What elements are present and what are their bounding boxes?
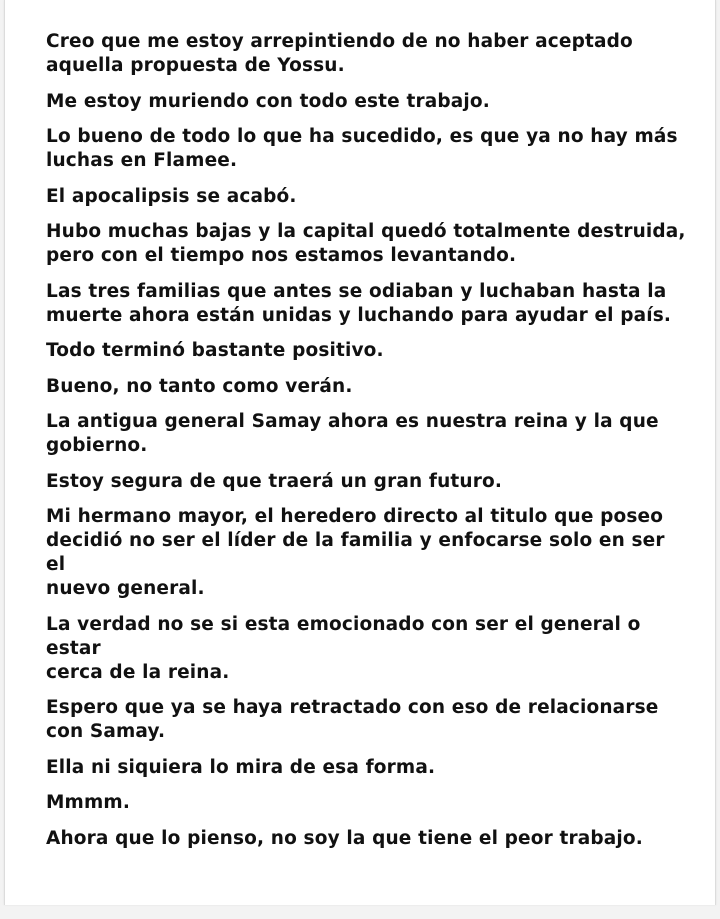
paragraph: Lo bueno de todo lo que ha sucedido, es que ya no hay más luchas en Flamee. [46, 126, 678, 171]
document-body [46, 30, 686, 862]
paragraph: Ahora que lo pienso, no soy la que tiene el peor trabajo. [46, 827, 643, 849]
paragraph: Bueno, no tanto como verán. [46, 375, 353, 397]
paragraph: El apocalipsis se acabó. [46, 185, 297, 207]
paragraph: Me estoy muriendo con todo este trabajo. [46, 90, 490, 112]
paragraph: Creo que me estoy arrepintiendo de no haber aceptado aquella propuesta de Yossu. [46, 31, 633, 76]
paragraph: Todo terminó bastante positivo. [46, 340, 384, 361]
paragraph: Ella ni siquiera lo mira de esa forma. [46, 756, 436, 778]
paragraph: Las tres familias que antes se odiaban y luchaban hasta la muerte ahora están unidas y luchando para ayudar el país. [46, 280, 672, 326]
paragraph: Hubo muchas bajas y la capital quedó totalmente destruida, pero con el tiempo nos estamos levantando. [46, 221, 686, 266]
document-page [4, 0, 716, 905]
paragraph: Espero que ya se haya retractado con eso de relacionarse con Samay. [46, 697, 659, 742]
paragraph: La verdad no se si esta emocionado con ser el general o estar cerca de la reina. [46, 613, 641, 683]
paragraph: Mmmm. [46, 792, 131, 813]
paragraph: La antigua general Samay ahora es nuestra reina y la que gobierno. [46, 411, 659, 456]
paragraph: Estoy segura de que traerá un gran futuro. [46, 470, 503, 492]
paragraph: Mi hermano mayor, el heredero directo al titulo que poseo decidió no ser el líder de la familia y enfocarse solo en ser el nuevo general. [46, 506, 665, 599]
